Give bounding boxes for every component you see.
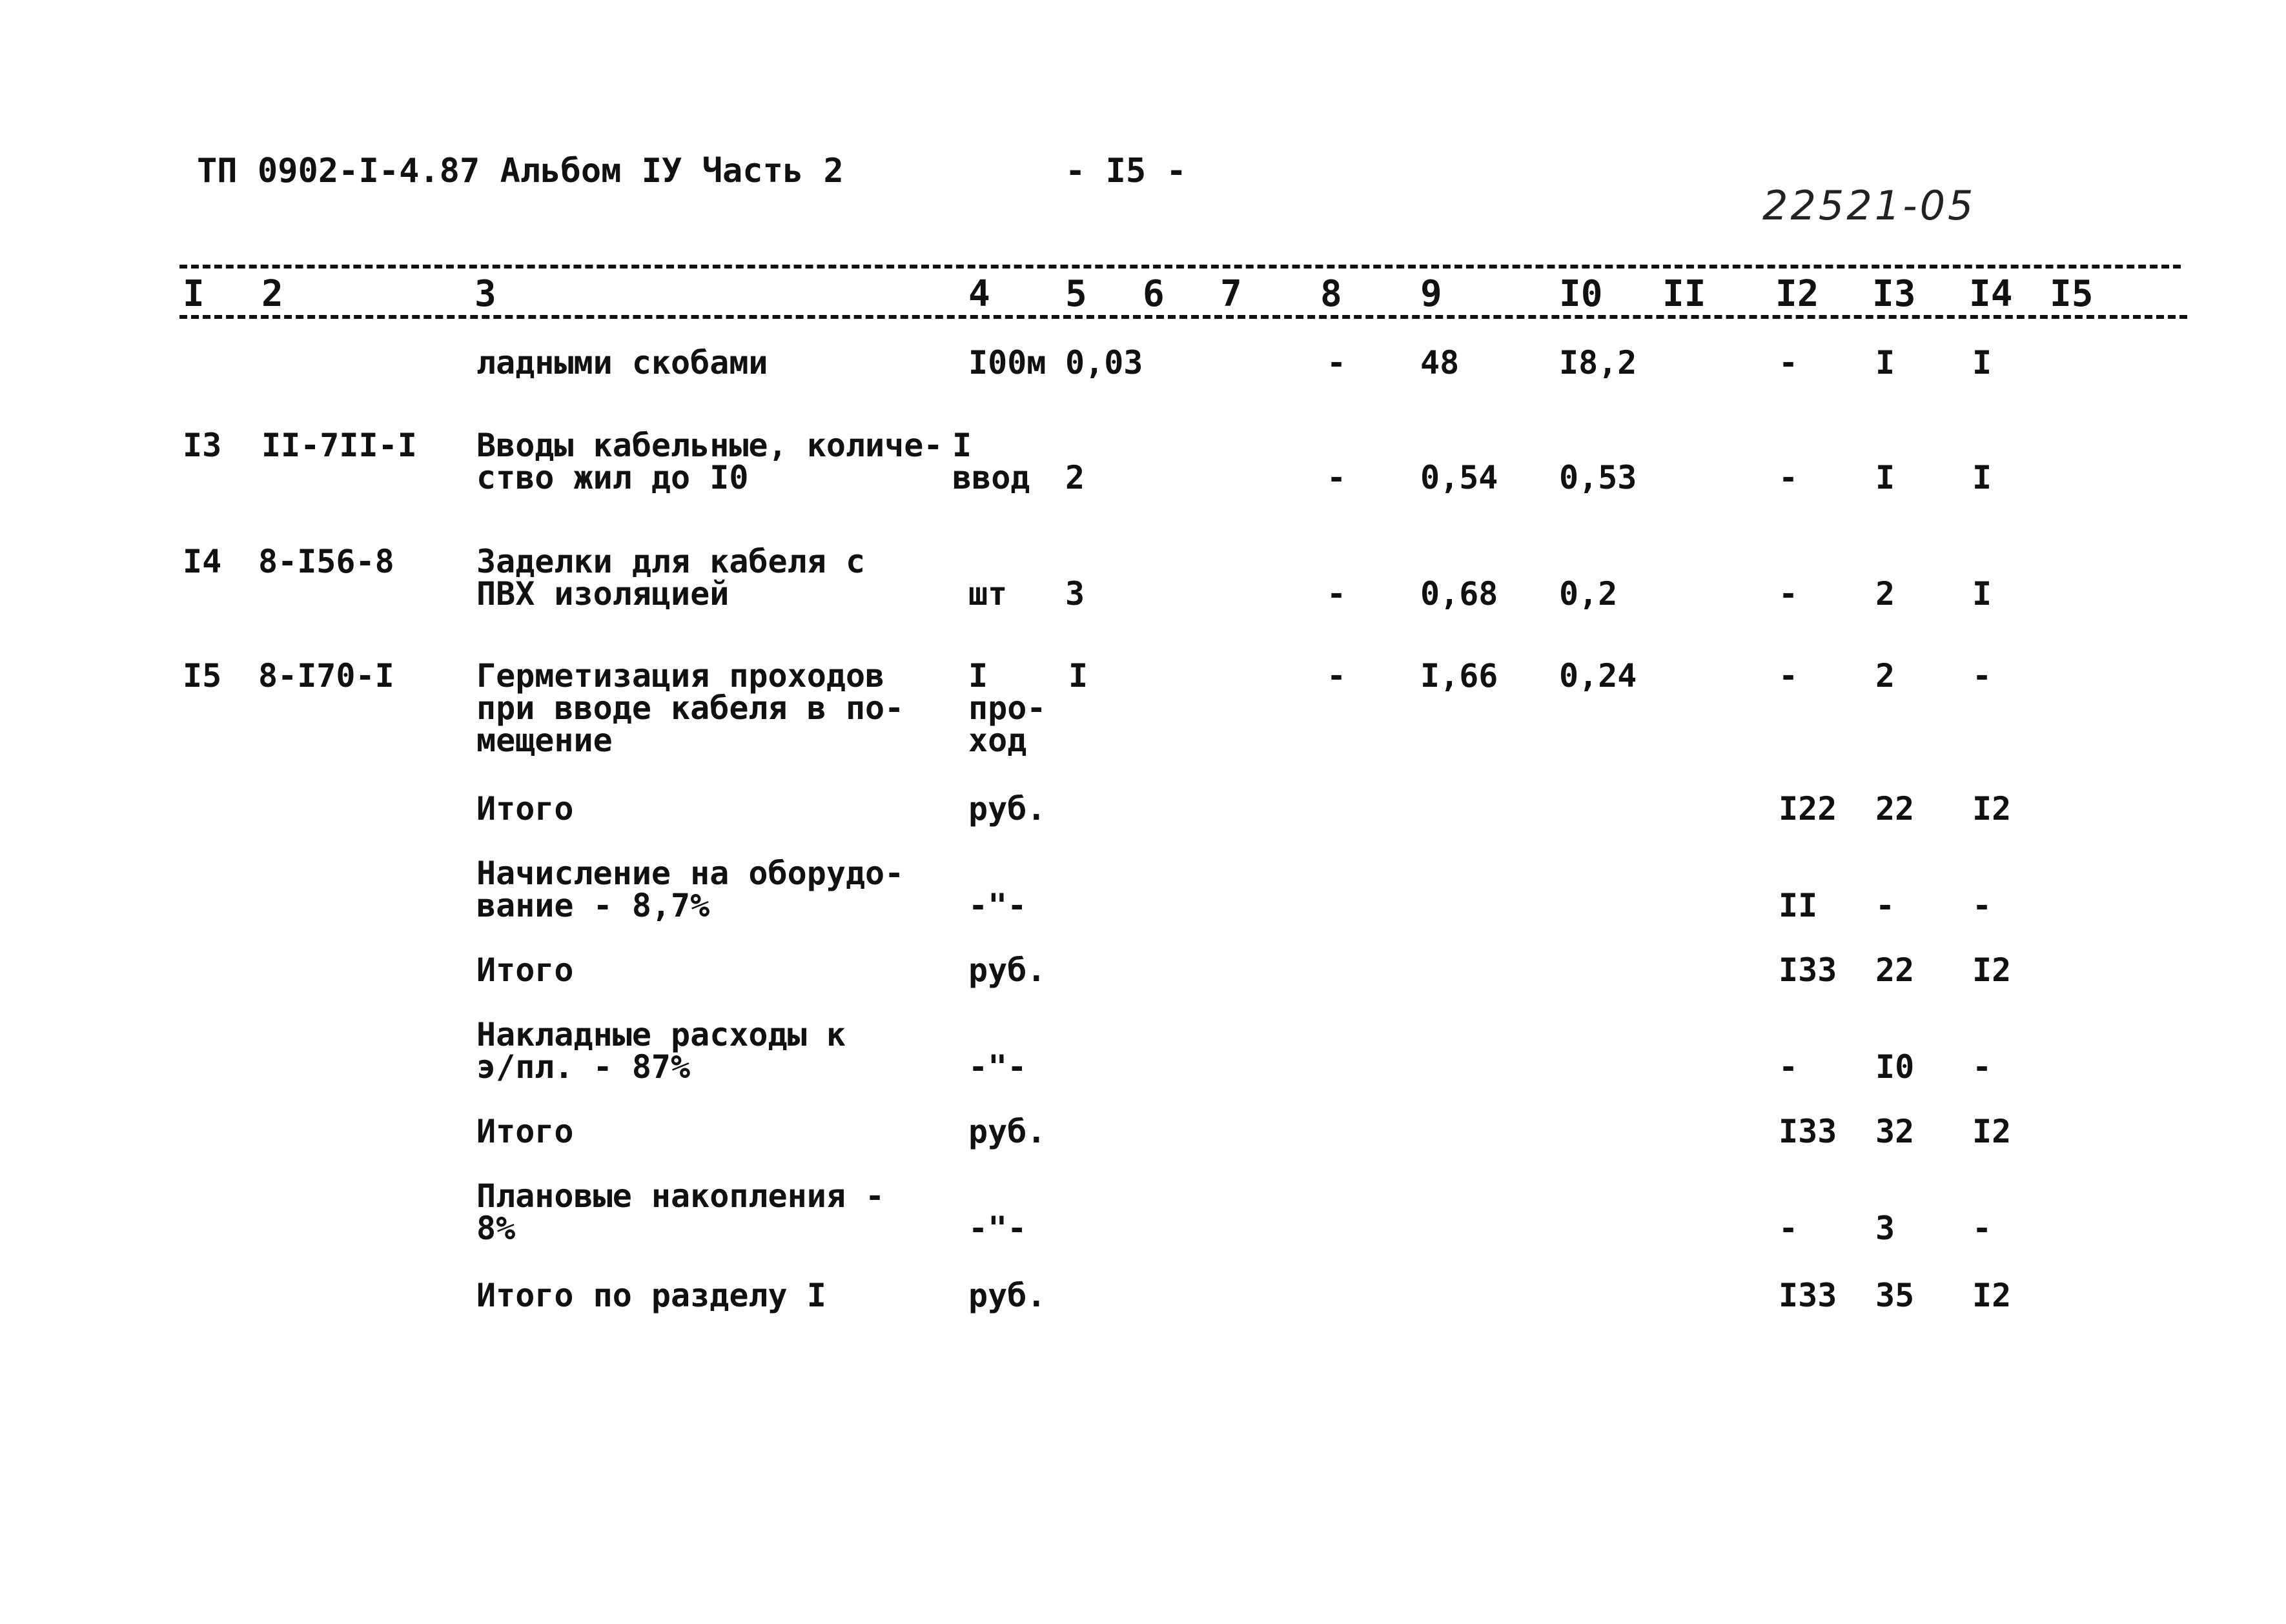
cell-unit: руб. <box>968 1113 1046 1150</box>
column-number: 8 <box>1320 273 1342 315</box>
column-number: I0 <box>1559 273 1603 315</box>
cell-col13: 3 <box>1875 1210 1895 1247</box>
cell-unit: руб. <box>968 790 1046 827</box>
cell-col12: - <box>1779 657 1799 695</box>
cell-col12: - <box>1779 575 1799 613</box>
column-number: 5 <box>1065 273 1087 315</box>
cell-col12: I22 <box>1779 790 1837 827</box>
cell-col14: I2 <box>1972 951 2012 989</box>
cell-code: II-7II-I <box>261 427 417 464</box>
cell-col8: - <box>1327 344 1347 381</box>
cell-name: Накладные расходы к э/пл. - 87% <box>476 1016 846 1086</box>
column-number: I3 <box>1872 273 1916 315</box>
cell-qty: I <box>1068 657 1088 695</box>
cell-col13: 32 <box>1875 1113 1915 1150</box>
column-number: I4 <box>1969 273 2013 315</box>
cell-name: ладными скобами <box>476 344 768 381</box>
cell-code: 8-I56-8 <box>258 543 394 580</box>
handwritten-number: 22521-05 <box>1762 182 1976 229</box>
page-number: - I5 - <box>1065 152 1187 190</box>
column-number: 4 <box>968 273 990 315</box>
cell-col14: - <box>1972 657 1992 695</box>
cell-qty: 3 <box>1065 575 1085 613</box>
cell-name: Итого по разделу I <box>476 1277 826 1314</box>
cell-unit: I ввод <box>952 427 1030 496</box>
cell-col13: I0 <box>1875 1048 1915 1086</box>
cell-col12: - <box>1779 1210 1799 1247</box>
cell-name: Вводы кабельные, количе- ство жил до I0 <box>476 427 943 496</box>
cell-col14: I2 <box>1972 1277 2012 1314</box>
cell-unit: шт <box>968 575 1008 613</box>
cell-col12: - <box>1779 344 1799 381</box>
cell-name: Плановые накопления - 8% <box>476 1177 885 1247</box>
cell-unit: руб. <box>968 951 1046 989</box>
cell-col8: - <box>1327 575 1347 613</box>
cell-col13: - <box>1875 887 1895 924</box>
cell-col14: I <box>1972 575 1992 613</box>
cell-col9: 0,54 <box>1420 459 1498 496</box>
header-rule-top <box>179 265 2181 269</box>
column-number: I2 <box>1775 273 1819 315</box>
cell-unit: I00м <box>968 344 1046 381</box>
cell-col14: - <box>1972 887 1992 924</box>
cell-col12: II <box>1779 887 1818 924</box>
cell-col14: I2 <box>1972 790 2012 827</box>
cell-col13: I <box>1875 344 1895 381</box>
column-number: 2 <box>261 273 283 315</box>
cell-code: 8-I70-I <box>258 657 394 695</box>
cell-col10: 0,2 <box>1559 575 1618 613</box>
cell-name: Начисление на оборудо- вание - 8,7% <box>476 855 904 924</box>
cell-num: I4 <box>183 543 222 580</box>
cell-col13: 2 <box>1875 575 1895 613</box>
cell-name: Герметизация проходов при вводе кабеля в по- мещение <box>476 657 904 759</box>
cell-col10: 0,24 <box>1559 657 1637 695</box>
cell-col12: I33 <box>1779 1113 1837 1150</box>
cell-col9: 0,68 <box>1420 575 1498 613</box>
cell-unit: -"- <box>968 1048 1027 1086</box>
cell-col10: 0,53 <box>1559 459 1637 496</box>
document-code: ТП 0902-I-4.87 Альбом IУ Часть 2 <box>197 152 844 190</box>
cell-col9: 48 <box>1420 344 1460 381</box>
cell-col14: I <box>1972 459 1992 496</box>
cell-unit: -"- <box>968 1210 1027 1247</box>
cell-col9: I,66 <box>1420 657 1498 695</box>
cell-col8: - <box>1327 459 1347 496</box>
cell-num: I5 <box>183 657 222 695</box>
header-rule-bottom <box>179 315 2187 319</box>
cell-col12: I33 <box>1779 1277 1837 1314</box>
cell-col13: 2 <box>1875 657 1895 695</box>
cell-col13: 35 <box>1875 1277 1915 1314</box>
cell-col12: - <box>1779 1048 1799 1086</box>
cell-qty: 0,03 <box>1065 344 1143 381</box>
cell-name: Заделки для кабеля с ПВХ изоляцией <box>476 543 866 613</box>
column-number: 9 <box>1420 273 1442 315</box>
cell-col13: 22 <box>1875 790 1915 827</box>
cell-col14: I2 <box>1972 1113 2012 1150</box>
column-number: I <box>183 273 205 315</box>
cell-col14: - <box>1972 1048 1992 1086</box>
cell-col12: - <box>1779 459 1799 496</box>
cell-num: I3 <box>183 427 222 464</box>
cell-name: Итого <box>476 1113 574 1150</box>
column-number: I5 <box>2050 273 2094 315</box>
cell-col10: I8,2 <box>1559 344 1637 381</box>
column-number: 7 <box>1220 273 1242 315</box>
cell-unit: -"- <box>968 887 1027 924</box>
cell-unit: I про- ход <box>968 657 1046 759</box>
cell-col13: 22 <box>1875 951 1915 989</box>
cell-col14: - <box>1972 1210 1992 1247</box>
cell-col13: I <box>1875 459 1895 496</box>
column-number: 3 <box>475 273 496 315</box>
column-number: II <box>1662 273 1706 315</box>
cell-col14: I <box>1972 344 1992 381</box>
cell-unit: руб. <box>968 1277 1046 1314</box>
cell-name: Итого <box>476 951 574 989</box>
cell-col8: - <box>1327 657 1347 695</box>
column-number: 6 <box>1143 273 1165 315</box>
cell-name: Итого <box>476 790 574 827</box>
cell-qty: 2 <box>1065 459 1085 496</box>
cell-col12: I33 <box>1779 951 1837 989</box>
